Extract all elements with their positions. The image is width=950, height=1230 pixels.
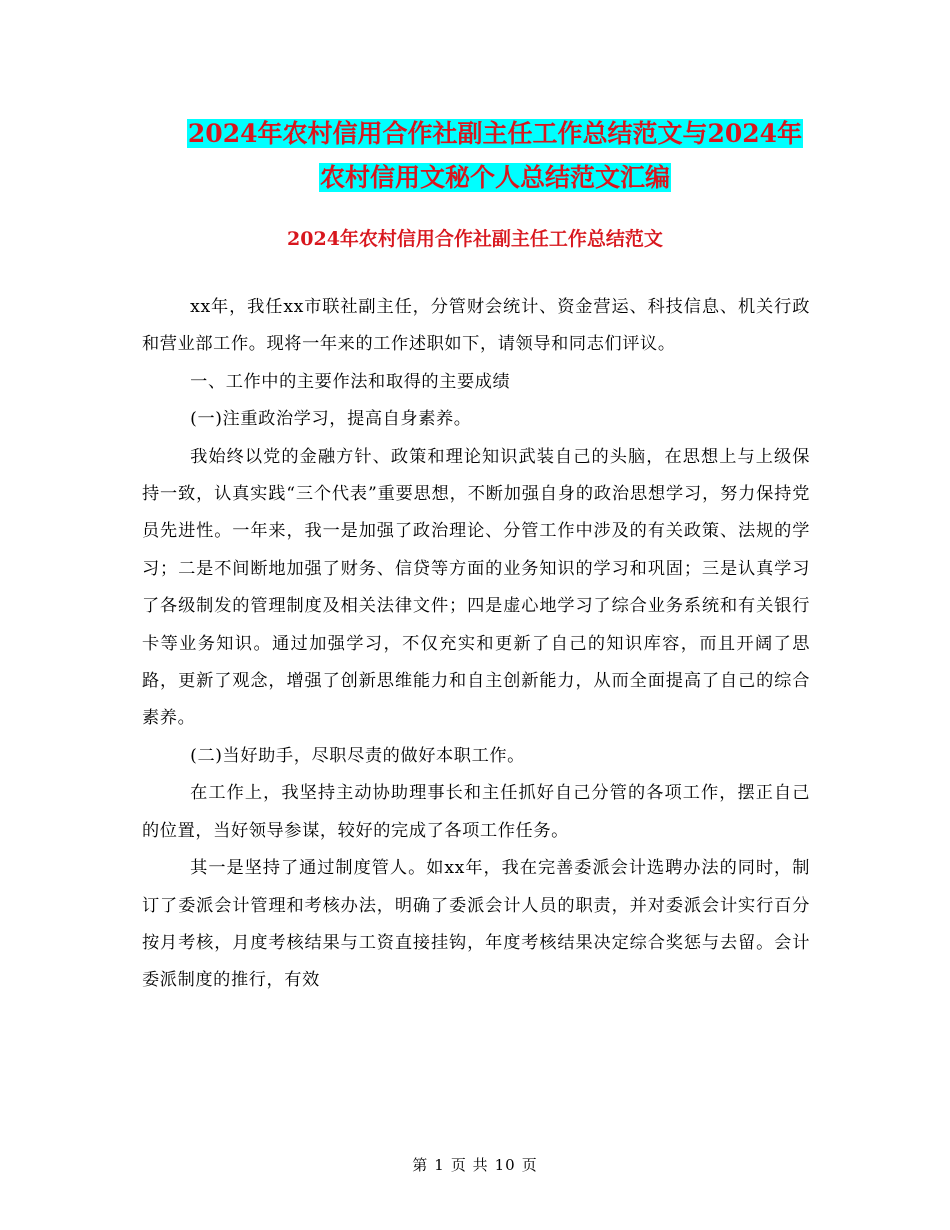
footer-suffix: 页 xyxy=(521,1156,538,1174)
subheading-assistant: (二)当好助手，尽职尽责的做好本职工作。 xyxy=(190,745,525,766)
title-line-1: 2024年农村信用合作社副主任工作总结范文与2024年 xyxy=(187,119,803,148)
page-footer xyxy=(0,1154,950,1175)
document-title xyxy=(140,112,850,200)
subheading-political-study: (一)注重政治学习，提高自身素养。 xyxy=(190,409,472,430)
paragraph-intro: xx年，我任xx市联社副主任，分管财会统计、资金营运、科技信息、机关行政和营业部工作。现将一年来的工作述职如下，请领导和同志们评议。 xyxy=(142,297,810,355)
title-line-2: 农村信用文秘个人总结范文汇编 xyxy=(319,163,670,192)
footer-current-page: 1 xyxy=(434,1156,445,1174)
paragraph-assistant: 在工作上，我坚持主动协助理事长和主任抓好自己分管的各项工作，摆正自己的位置，当好领导参谋，较好的完成了各项工作任务。 xyxy=(142,783,810,841)
document-body xyxy=(142,289,810,1000)
footer-total-pages: 10 xyxy=(494,1156,516,1174)
section-title: 2024年农村信用合作社副主任工作总结范文 xyxy=(287,228,663,250)
paragraph-system: 其一是坚持了通过制度管人。如xx年，我在完善委派会计选聘办法的同时，制订了委派会计管理和考核办法，明确了委派会计人员的职责，并对委派会计实行百分按月考核，月度考核结果与工资直接挂钩，年度考核结果决定综合奖惩与去留。会计委派制度的推行，有效 xyxy=(142,858,810,991)
paragraph-political-study: 我始终以党的金融方针、政策和理论知识武装自己的头脑，在思想上与上级保持一致，认真实践“三个代表”重要思想，不断加强自身的政治思想学习，努力保持党员先进性。一年来，我一是加强了政治理论、分管工作中涉及的有关政策、法规的学习；二是不间断地加强了财务、信贷等方面的业务知识的学习和巩固；三是认真学习了各级制发的管理制度及相关法律文件；四是虚心地学习了综合业务系统和有关银行卡等业务知识。通过加强学习，不仅充实和更新了自己的知识库容，而且开阔了思路，更新了观念，增强了创新思维能力和自主创新能力，从而全面提高了自己的综合素养。 xyxy=(142,446,810,729)
footer-mid: 页 共 xyxy=(450,1156,489,1174)
heading-achievements: 一、工作中的主要作法和取得的主要成绩 xyxy=(190,371,511,392)
footer-prefix: 第 xyxy=(412,1156,429,1174)
